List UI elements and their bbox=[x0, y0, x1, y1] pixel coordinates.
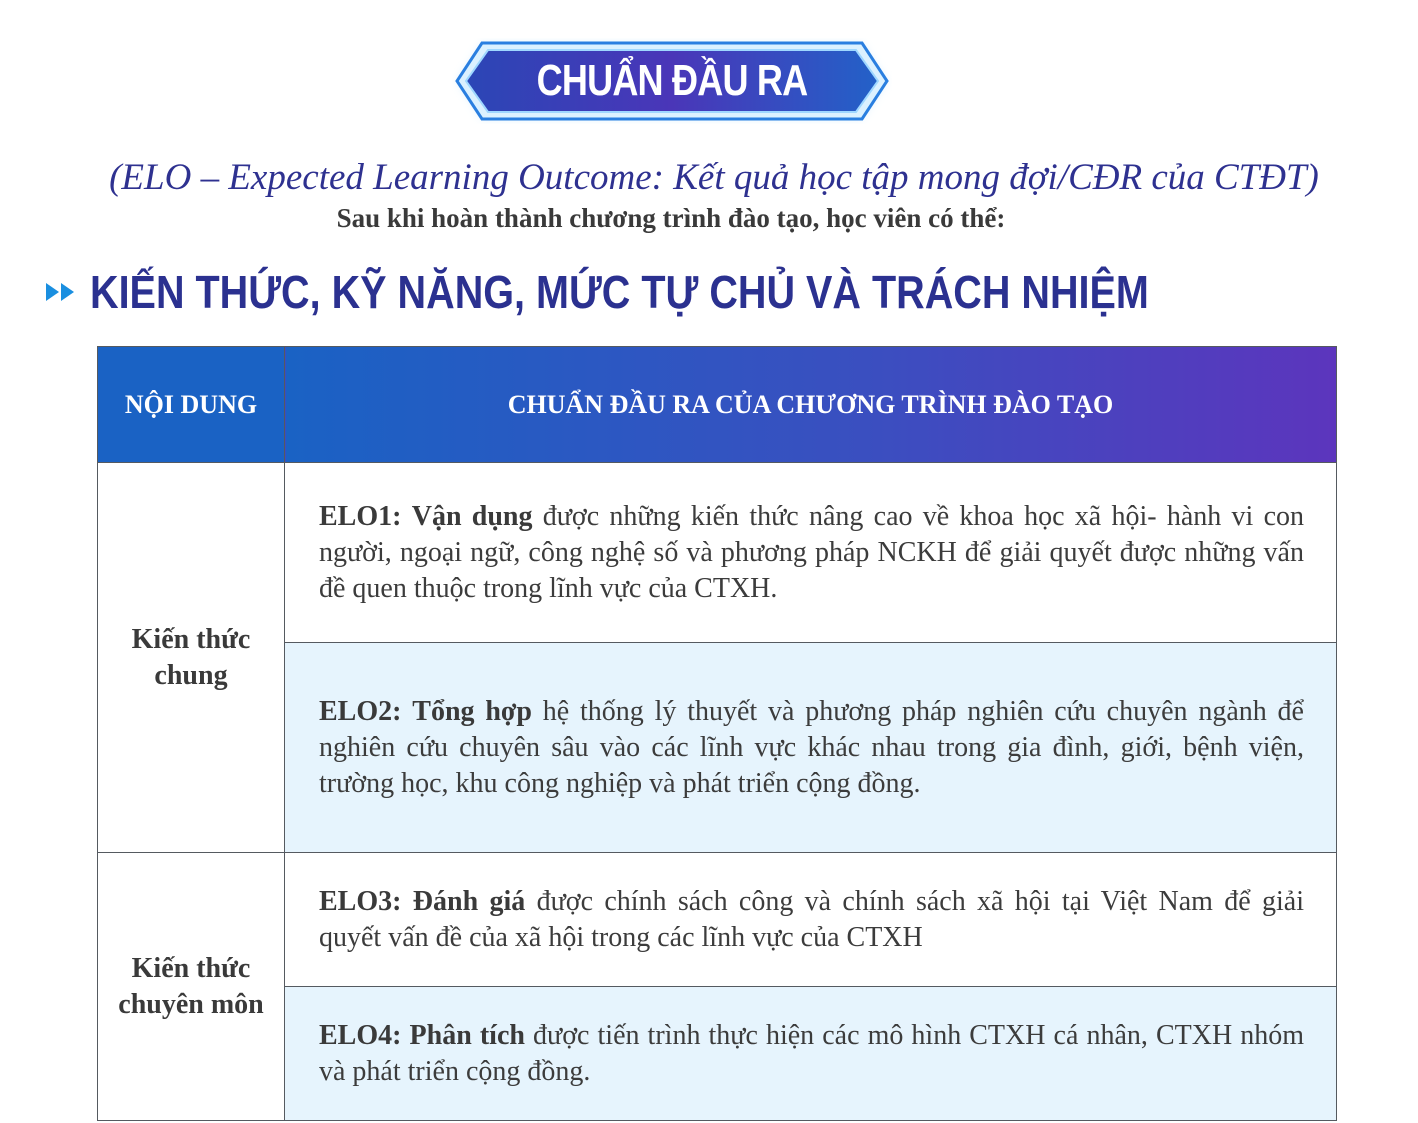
section-heading bbox=[44, 262, 1321, 322]
title-banner bbox=[452, 38, 892, 124]
elo2-cell bbox=[285, 643, 1337, 853]
elo2-code: ELO2: bbox=[319, 695, 402, 727]
elo3-code: ELO3: bbox=[319, 885, 402, 917]
category-specialized: Kiến thức chuyên môn bbox=[98, 853, 285, 1121]
elo4-text: được tiến trình thực hiện các mô hình CTXH cá nhân, CTXH nhóm và phát triển cộng đồng. bbox=[319, 1019, 1305, 1087]
elo2-verb: Tổng hợp bbox=[412, 695, 532, 727]
elo4-code: ELO4: bbox=[319, 1019, 402, 1051]
table-row bbox=[98, 463, 1337, 643]
elo1-verb: Vận dụng bbox=[411, 500, 533, 532]
elo4-verb: Phân tích bbox=[409, 1019, 525, 1051]
elo3-cell bbox=[285, 853, 1337, 987]
section-title: KIẾN THỨC, KỸ NĂNG, MỨC TỰ CHỦ VÀ TRÁCH NHIỆM bbox=[90, 266, 1149, 318]
subtitle-text: (ELO – Expected Learning Outcome: Kết quả học tập mong đợi/CĐR của CTĐT) bbox=[109, 157, 1319, 198]
table-row bbox=[98, 853, 1337, 987]
elo1-code: ELO1: bbox=[319, 500, 402, 532]
elo3-text: được chính sách công và chính sách xã hội tại Việt Nam để giải quyết vấn đề của xã hội trong các lĩnh vực của CTXH bbox=[319, 885, 1304, 953]
elo4-cell bbox=[285, 987, 1337, 1121]
elo2-text: hệ thống lý thuyết và phương pháp nghiên cứu chuyên ngành để nghiên cứu chuyên sâu vào các lĩnh vực khác nhau trong gia đình, giới, bệnh viện, trường học, khu công nghiệp và phát triển cộng đồng. bbox=[319, 695, 1304, 799]
elo-table bbox=[97, 346, 1337, 1121]
header-content: NỘI DUNG bbox=[98, 347, 285, 463]
intro-text: Sau khi hoàn thành chương trình đào tạo, học viên có thể: bbox=[336, 203, 1006, 233]
elo1-cell bbox=[285, 463, 1337, 643]
category-general: Kiến thức chung bbox=[98, 463, 285, 853]
double-chevron-right-icon bbox=[44, 281, 78, 303]
elo1-text: được những kiến thức nâng cao về khoa học xã hội- hành vi con người, ngoại ngữ, công nghệ số và phương pháp NCKH để giải quyết được những vấn đề quen thuộc trong lĩnh vực của CTXH. bbox=[319, 500, 1304, 604]
table-header-row bbox=[98, 347, 1337, 463]
subtitle bbox=[0, 156, 1418, 199]
banner-title: CHUẨN ĐẦU RA bbox=[536, 56, 808, 105]
header-outcomes: CHUẨN ĐẦU RA CỦA CHƯƠNG TRÌNH ĐÀO TẠO bbox=[285, 347, 1337, 463]
elo3-verb: Đánh giá bbox=[412, 885, 526, 917]
